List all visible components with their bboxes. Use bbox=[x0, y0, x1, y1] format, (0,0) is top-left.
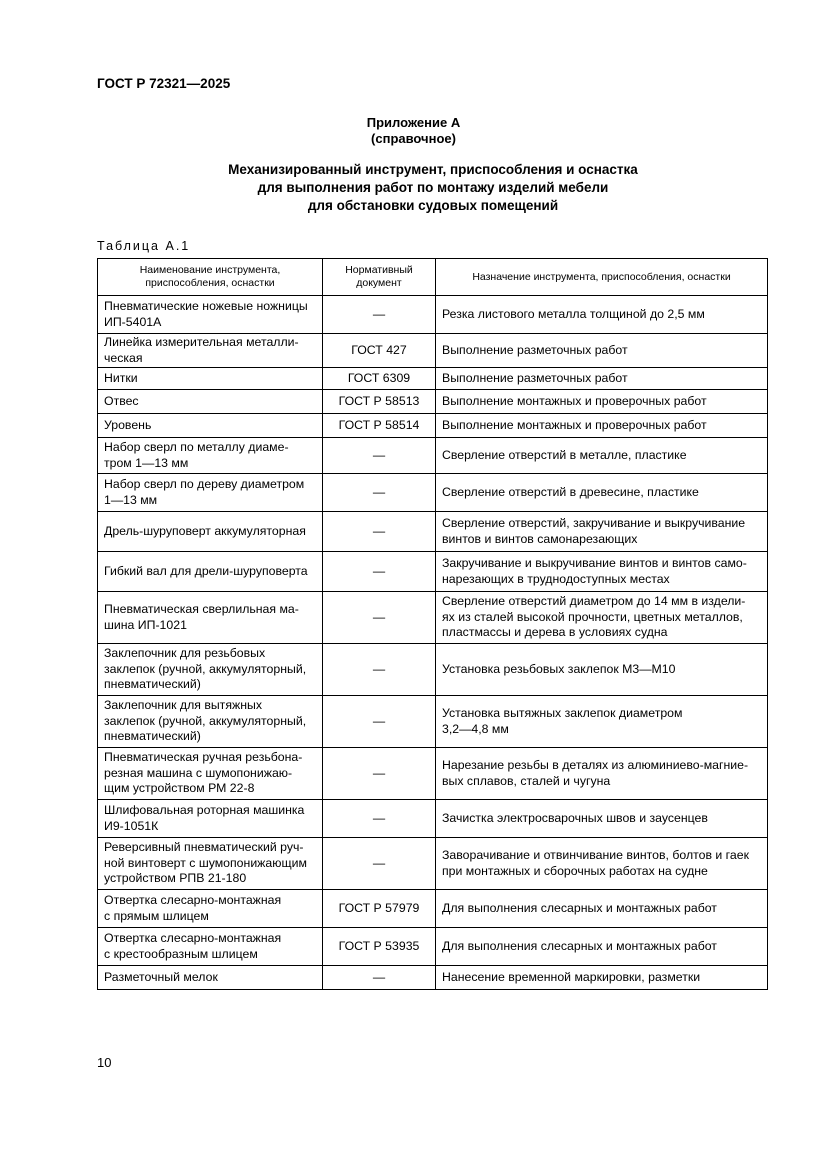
cell-document: — bbox=[323, 748, 436, 800]
cell-name: Разметочный мелок bbox=[98, 966, 323, 990]
table-row bbox=[98, 592, 768, 644]
cell-purpose: Выполнение монтажных и проверочных работ bbox=[436, 390, 768, 414]
column-header-document: Нормативный документ bbox=[323, 259, 436, 296]
cell-name: Реверсивный пневматический руч- ной винтоверт с шумопонижающим устройством РПВ 21-180 bbox=[98, 838, 323, 890]
cell-name: Пневматические ножевые ножницы ИП-5401А bbox=[98, 296, 323, 334]
section-heading bbox=[0, 161, 827, 215]
document-code: ГОСТ Р 72321—2025 bbox=[97, 76, 231, 91]
cell-purpose: Нанесение временной маркировки, разметки bbox=[436, 966, 768, 990]
cell-purpose: Сверление отверстий, закручивание и выкручивание винтов и винтов самонарезающих bbox=[436, 512, 768, 552]
cell-purpose: Выполнение монтажных и проверочных работ bbox=[436, 414, 768, 438]
cell-name: Пневматическая сверлильная ма- шина ИП-1021 bbox=[98, 592, 323, 644]
cell-document: — bbox=[323, 838, 436, 890]
table-row bbox=[98, 552, 768, 592]
cell-purpose: Заворачивание и отвинчивание винтов, болтов и гаек при монтажных и сборочных работах на судне bbox=[436, 838, 768, 890]
cell-name: Пневматическая ручная резьбона- резная машина с шумопонижаю- щим устройством РМ 22-8 bbox=[98, 748, 323, 800]
cell-purpose: Сверление отверстий в древесине, пластике bbox=[436, 474, 768, 512]
table-row bbox=[98, 838, 768, 890]
cell-name: Уровень bbox=[98, 414, 323, 438]
table-row bbox=[98, 474, 768, 512]
cell-document: ГОСТ 6309 bbox=[323, 368, 436, 390]
cell-document: — bbox=[323, 296, 436, 334]
cell-document: — bbox=[323, 512, 436, 552]
table-row bbox=[98, 966, 768, 990]
cell-document: — bbox=[323, 438, 436, 474]
annex-kind: (справочное) bbox=[371, 131, 456, 146]
cell-purpose: Выполнение разметочных работ bbox=[436, 368, 768, 390]
page-number: 10 bbox=[97, 1055, 112, 1070]
cell-purpose: Зачистка электросварочных швов и заусенцев bbox=[436, 800, 768, 838]
cell-purpose: Установка резьбовых заклепок М3—М10 bbox=[436, 644, 768, 696]
column-header-purpose: Назначение инструмента, приспособления, оснастки bbox=[436, 259, 768, 296]
cell-name: Набор сверл по дереву диаметром 1—13 мм bbox=[98, 474, 323, 512]
table-row bbox=[98, 390, 768, 414]
tools-table bbox=[97, 258, 768, 990]
annex-block bbox=[0, 115, 827, 147]
cell-document: — bbox=[323, 474, 436, 512]
cell-document: ГОСТ Р 58514 bbox=[323, 414, 436, 438]
cell-document: — bbox=[323, 966, 436, 990]
cell-name: Отвертка слесарно-монтажная с крестообразным шлицем bbox=[98, 928, 323, 966]
cell-name: Отвертка слесарно-монтажная с прямым шлицем bbox=[98, 890, 323, 928]
table-row bbox=[98, 800, 768, 838]
cell-document: — bbox=[323, 800, 436, 838]
cell-document: — bbox=[323, 644, 436, 696]
cell-document: — bbox=[323, 552, 436, 592]
cell-purpose: Нарезание резьбы в деталях из алюминиево-магние- вых сплавов, сталей и чугуна bbox=[436, 748, 768, 800]
cell-document: ГОСТ 427 bbox=[323, 334, 436, 368]
cell-name: Набор сверл по металлу диаме- тром 1—13 мм bbox=[98, 438, 323, 474]
cell-purpose: Сверление отверстий диаметром до 14 мм в издели- ях из сталей высокой прочности, цветных металлов, пластмассы и дерева в условиях судна bbox=[436, 592, 768, 644]
table-row bbox=[98, 512, 768, 552]
cell-purpose: Установка вытяжных заклепок диаметром 3,2—4,8 мм bbox=[436, 696, 768, 748]
cell-document: — bbox=[323, 696, 436, 748]
cell-purpose: Сверление отверстий в металле, пластике bbox=[436, 438, 768, 474]
cell-document: ГОСТ Р 57979 bbox=[323, 890, 436, 928]
cell-name: Нитки bbox=[98, 368, 323, 390]
table-row bbox=[98, 414, 768, 438]
annex-title: Приложение А bbox=[366, 115, 461, 130]
cell-name: Шлифовальная роторная машинка И9-1051К bbox=[98, 800, 323, 838]
table-label: Таблица А.1 bbox=[97, 239, 191, 253]
table-row bbox=[98, 368, 768, 390]
heading-line-1: Механизированный инструмент, приспособления и оснастка bbox=[228, 162, 638, 177]
heading-line-2: для выполнения работ по монтажу изделий мебели bbox=[257, 180, 609, 195]
table-row bbox=[98, 334, 768, 368]
cell-purpose: Для выполнения слесарных и монтажных работ bbox=[436, 928, 768, 966]
cell-document: ГОСТ Р 58513 bbox=[323, 390, 436, 414]
cell-purpose: Резка листового металла толщиной до 2,5 мм bbox=[436, 296, 768, 334]
cell-document: ГОСТ Р 53935 bbox=[323, 928, 436, 966]
cell-purpose: Для выполнения слесарных и монтажных работ bbox=[436, 890, 768, 928]
cell-name: Заклепочник для вытяжных заклепок (ручной, аккумуляторный, пневматический) bbox=[98, 696, 323, 748]
table-row bbox=[98, 748, 768, 800]
cell-purpose: Выполнение разметочных работ bbox=[436, 334, 768, 368]
table-header-row bbox=[98, 259, 768, 296]
cell-purpose: Закручивание и выкручивание винтов и винтов само- нарезающих в труднодоступных местах bbox=[436, 552, 768, 592]
table-row bbox=[98, 696, 768, 748]
heading-line-3: для обстановки судовых помещений bbox=[307, 198, 559, 213]
cell-document: — bbox=[323, 592, 436, 644]
cell-name: Гибкий вал для дрели-шуруповерта bbox=[98, 552, 323, 592]
column-header-name: Наименование инструмента, приспособления, оснастки bbox=[98, 259, 323, 296]
table-row bbox=[98, 438, 768, 474]
cell-name: Заклепочник для резьбовых заклепок (ручной, аккумуляторный, пневматический) bbox=[98, 644, 323, 696]
table-row bbox=[98, 296, 768, 334]
table-row bbox=[98, 928, 768, 966]
table-row bbox=[98, 890, 768, 928]
cell-name: Дрель-шуруповерт аккумуляторная bbox=[98, 512, 323, 552]
cell-name: Отвес bbox=[98, 390, 323, 414]
table-row bbox=[98, 644, 768, 696]
cell-name: Линейка измерительная металли- ческая bbox=[98, 334, 323, 368]
table-body bbox=[98, 296, 768, 990]
